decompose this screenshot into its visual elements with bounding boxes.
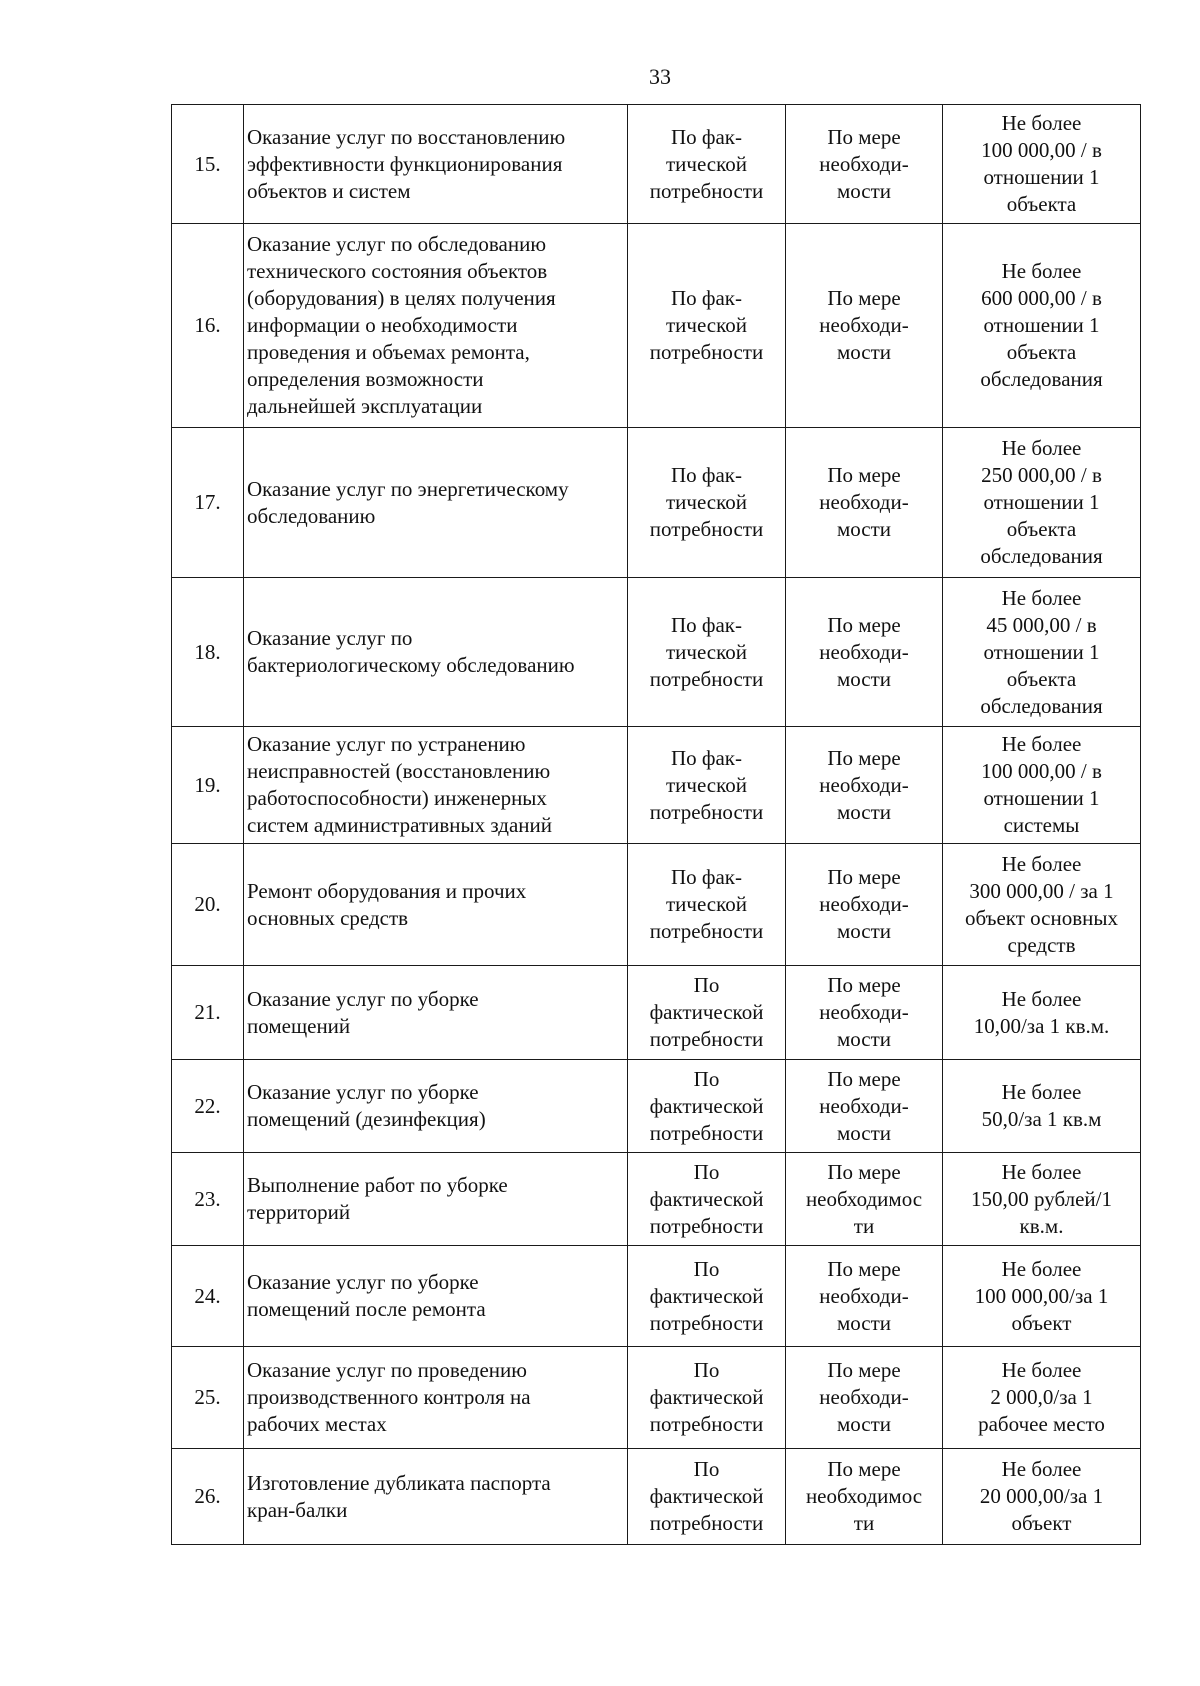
table-row [172,578,1141,727]
table-row [172,224,1141,428]
row-number-text: 25. [194,1385,221,1409]
table-row [172,966,1141,1060]
row-number-text: 16. [194,313,221,337]
quantity-cell [628,578,786,727]
service-name-text: Оказание услуг по уборке помещений [247,986,479,1038]
price-limit-cell [943,966,1141,1060]
quantity-cell [628,428,786,578]
frequency-cell-text: По мере необходи- мости [819,463,909,541]
price-limit-cell-text: Не более 600 000,00 / в отношении 1 объекта обследования [980,259,1103,391]
quantity-cell-text: По фак- тической потребности [649,124,764,203]
service-name [244,578,628,727]
quantity-cell-text: По фак- тической потребности [649,463,764,541]
row-number [172,844,244,966]
row-number [172,224,244,428]
price-limit-cell-text: Не более 100 000,00/за 1 объект [974,1256,1109,1335]
quantity-cell-text: По фак- тической потребности [649,865,764,943]
table-row [172,727,1141,844]
row-number-text: 22. [194,1093,221,1118]
row-number-text: 24. [194,1283,221,1308]
frequency-cell [786,1153,943,1246]
frequency-cell [786,224,943,428]
price-limit-cell [943,1246,1141,1347]
frequency-cell-text: По мере необходи- мости [819,1358,909,1436]
row-number [172,105,244,224]
service-name-text: Оказание услуг по проведению производственного контроля на рабочих местах [247,1358,531,1436]
row-number [172,727,244,844]
service-name [244,844,628,966]
service-name [244,1347,628,1449]
price-limit-cell [943,1060,1141,1153]
row-number [172,966,244,1060]
price-limit-cell-text: Не более 150,00 рублей/1 кв.м. [971,1159,1112,1238]
service-name-text: Ремонт оборудования и прочих основных средств [247,878,527,930]
table-row [172,1449,1141,1545]
price-limit-cell [943,578,1141,727]
price-limit-cell-text: Не более 10,00/за 1 кв.м. [973,986,1110,1038]
table-row [172,1153,1141,1246]
service-name-text: Оказание услуг по уборке помещений после ремонта [247,1270,486,1321]
table-row [172,1347,1141,1449]
frequency-cell-text: По мере необходи- мости [819,745,909,824]
row-number [172,1060,244,1153]
frequency-cell [786,578,943,727]
price-limit-cell [943,105,1141,224]
quantity-cell [628,1347,786,1449]
price-limit-cell [943,428,1141,578]
services-table-body [172,105,1141,1545]
services-table [171,104,1141,1545]
table-row [172,1060,1141,1153]
row-number-text: 21. [194,1000,221,1024]
service-name [244,1449,628,1545]
service-name-text: Оказание услуг по энергетическому обследованию [247,476,569,528]
service-name [244,727,628,844]
service-name-text: Выполнение работ по уборке территорий [247,1173,508,1224]
frequency-cell-text: По мере необходи- мости [819,612,909,691]
quantity-cell-text: По фак- тической потребности [649,745,764,824]
quantity-cell [628,1060,786,1153]
row-number [172,1449,244,1545]
price-limit-cell-text: Не более 20 000,00/за 1 объект [979,1457,1104,1535]
frequency-cell-text: По мере необходи- мости [819,973,909,1051]
price-limit-cell [943,224,1141,428]
quantity-cell [628,1246,786,1347]
service-name-text: Оказание услуг по устранению неисправностей (восстановлению работоспособности) инженерных систем административных зданий [247,732,553,837]
row-number-text: 20. [194,892,221,916]
frequency-cell-text: По мере необходи- мости [819,286,909,364]
frequency-cell [786,1449,943,1545]
frequency-cell [786,428,943,578]
quantity-cell [628,844,786,966]
frequency-cell-text: По мере необходи- мости [819,124,909,203]
row-number [172,428,244,578]
row-number-text: 26. [194,1484,221,1508]
quantity-cell [628,1153,786,1246]
service-name [244,1246,628,1347]
table-row [172,105,1141,224]
service-name [244,966,628,1060]
row-number-text: 15. [194,151,221,176]
quantity-cell [628,966,786,1060]
quantity-cell [628,224,786,428]
price-limit-cell-text: Не более 100 000,00 / в отношении 1 объекта [981,111,1102,216]
quantity-cell-text: По фак- тической потребности [649,286,764,364]
price-limit-cell-text: Не более 250 000,00 / в отношении 1 объекта обследования [980,436,1103,568]
frequency-cell [786,1060,943,1153]
page-number: 33 [649,64,671,89]
price-limit-cell-text: Не более 45 000,00 / в отношении 1 объекта обследования [980,585,1103,718]
row-number-text: 23. [194,1186,221,1211]
frequency-cell-text: По мере необходи- мости [819,1256,909,1335]
service-name [244,1060,628,1153]
service-name [244,1153,628,1246]
price-limit-cell [943,1347,1141,1449]
frequency-cell [786,844,943,966]
price-limit-cell [943,1153,1141,1246]
quantity-cell-text: По фактической потребности [649,1358,764,1436]
frequency-cell-text: По мере необходи- мости [819,1066,909,1145]
quantity-cell-text: По фак- тической потребности [649,612,764,691]
frequency-cell [786,966,943,1060]
frequency-cell [786,1246,943,1347]
quantity-cell-text: По фактической потребности [649,973,764,1051]
row-number [172,578,244,727]
price-limit-cell-text: Не более 2 000,0/за 1 рабочее место [978,1358,1105,1436]
service-name [244,224,628,428]
quantity-cell [628,1449,786,1545]
service-name [244,428,628,578]
frequency-cell [786,727,943,844]
price-limit-cell-text: Не более 300 000,00 / за 1 объект основных средств [964,851,1119,957]
row-number-text: 18. [194,639,221,664]
table-row [172,844,1141,966]
row-number [172,1347,244,1449]
price-limit-cell [943,1449,1141,1545]
service-name-text: Изготовление дубликата паспорта кран-балки [247,1470,551,1522]
frequency-cell-text: По мере необходимос ти [805,1457,923,1535]
row-number-text: 19. [194,772,221,797]
service-name [244,105,628,224]
frequency-cell-text: По мере необходимос ти [805,1159,923,1238]
row-number-text: 17. [194,490,221,514]
table-row [172,1246,1141,1347]
frequency-cell [786,1347,943,1449]
quantity-cell [628,727,786,844]
price-limit-cell-text: Не более 100 000,00 / в отношении 1 системы [981,732,1102,837]
frequency-cell-text: По мере необходи- мости [819,865,909,943]
table-row [172,428,1141,578]
price-limit-cell [943,844,1141,966]
quantity-cell-text: По фактической потребности [649,1457,764,1535]
service-name-text: Оказание услуг по восстановлению эффективности функционирования объектов и систем [247,124,566,203]
row-number [172,1153,244,1246]
price-limit-cell [943,727,1141,844]
quantity-cell-text: По фактической потребности [649,1256,764,1335]
price-limit-cell-text: Не более 50,0/за 1 кв.м [981,1080,1102,1131]
frequency-cell [786,105,943,224]
quantity-cell [628,105,786,224]
row-number [172,1246,244,1347]
service-name-text: Оказание услуг по уборке помещений (дезинфекция) [247,1080,486,1131]
service-name-text: Оказание услуг по бактериологическому обследованию [247,626,575,677]
service-name-text: Оказание услуг по обследованию технического состояния объектов (оборудования) в целях получения информации о необходимости проведения и объемах ремонта, определения возможности дальнейшей эксплуатации [247,232,556,418]
quantity-cell-text: По фактической потребности [649,1159,764,1238]
quantity-cell-text: По фактической потребности [649,1066,764,1145]
